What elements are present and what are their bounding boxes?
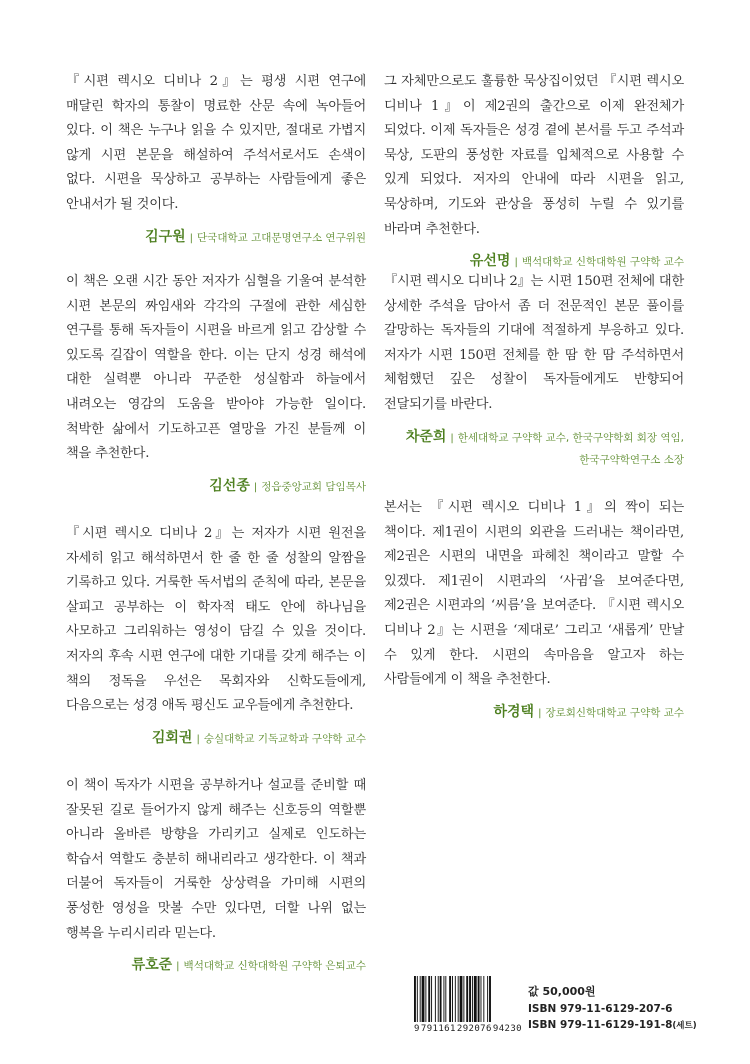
isbn-line-1 (528, 1001, 697, 1018)
review-signature (66, 475, 366, 499)
review-text: 본서는 『시편 렉시오 디비나 1』의 짝이 되는 책이다. 제1권이 시편의 외관을 드러내는 책이라면, 제2권은 시편의 내면을 파헤친 책이라고 말할 수 있겠다. 제1권이 시편과의 ‘사귐’을 보여준다면, 제2권은 시편과의 ‘씨름’을 보여준다. 『시편 렉시오 디비나 2』는 시편을 ‘제대로’ 그리고 ‘새롭게’ 만날 수 있게 한다. 시편의 속마음을 알고자 하는 사람들에게 이 책을 추천한다. (384, 500, 684, 688)
reviewer-name: 김회권 (151, 729, 193, 746)
isbn-barcode (414, 976, 522, 1038)
reviewer-affiliation: 정읍중앙교회 담임목사 (261, 480, 366, 493)
review-text: 이 책이 독자가 시편을 공부하거나 설교를 준비할 때 잘못된 길로 들어가지 않게 해주는 신호등의 역할뿐 아니라 올바른 방향을 가리키고 실제로 인도하는 학습서 역할도 충분히 해내리라고 생각한다. 이 책과 더불어 독자들이 거룩한 상상력을 가미해 시편의 풍성한 영성을 맛볼 수만 있다면, 더할 나위 없는 행복을 누리시리라 믿는다. (66, 778, 366, 941)
review-ha-gyeongtaek (384, 496, 684, 725)
review-signature (384, 701, 684, 725)
separator: | (189, 232, 194, 244)
separator: | (253, 481, 258, 493)
right-column (384, 70, 684, 725)
isbn-number: 979-11-6129-207-6 (560, 1002, 673, 1015)
review-kim-seonjong (66, 270, 366, 494)
review-text: 이 책은 오랜 시간 동안 저자가 심혈을 기울여 분석한 시편 본문의 짜임새와 각각의 구절에 관한 세심한 연구를 통해 독자들이 시편을 바르게 읽고 감상할 수 있도록 길잡이 역할을 한다. 이는 단지 성경 해석에 대한 실력뿐 아니라 꾸준한 성실함과 하늘에서 내려오는 영감의 도움을 받아야 가능한 일이다. 척박한 삶에서 기도하고픈 열망을 가진 분들께 이 책을 추천한다. (66, 274, 366, 462)
isbn-label: ISBN (528, 1019, 557, 1031)
reviewer-affiliation-line2: 한국구약학연구소 소장 (579, 453, 684, 466)
barcode-digit-group: 791161 (420, 1024, 456, 1034)
left-column (66, 70, 366, 978)
reviewer-affiliation: 백석대학교 신학대학원 구약학 교수 (521, 256, 684, 269)
review-cha-junhui (384, 270, 684, 466)
barcode-digits (414, 1024, 522, 1034)
review-text: 그 자체만으로도 훌륭한 묵상집이었던 『시편 렉시오 디비나 1』이 제2권의 출간으로 이제 완전체가 되었다. 이제 독자들은 성경 곁에 본서를 두고 주석과 묵상, 도판의 풍성한 자료를 입체적으로 사용할 수 있게 되었다. 저자의 안내에 따라 시편을 읽고, 묵상하며, 기도와 관상을 풍성히 누릴 수 있기를 바라며 추천한다. (384, 74, 684, 237)
separator: | (538, 707, 542, 719)
reviewer-affiliation: 단국대학교 고대문명연구소 연구위원 (197, 231, 366, 244)
review-kim-hoegwon (66, 522, 366, 746)
reviewer-name: 하경택 (493, 703, 535, 720)
review-signature (66, 727, 366, 751)
reviewer-affiliation: 백석대학교 신학대학원 구약학 은퇴교수 (183, 960, 366, 973)
isbn-line-2 (528, 1017, 697, 1035)
reviewer-name: 김선종 (209, 477, 250, 494)
separator: | (514, 257, 518, 269)
reviewer-affiliation: 장로회신학대학교 구약학 교수 (545, 706, 684, 719)
book-price: 값 50,000원 (528, 985, 596, 998)
set-label: (세트) (672, 1021, 697, 1031)
review-signature (66, 226, 366, 250)
separator: | (176, 961, 180, 973)
reviewer-affiliation: 한세대학교 구약학 교수, 한국구약학회 회장 역임, (457, 431, 684, 444)
review-text: 『시편 렉시오 디비나 2』는 시편 150편 전체에 대한 상세한 주석을 담아서 좀 더 전문적인 본문 풀이를 갈망하는 독자들의 기대에 적절하게 부응하고 있다. 저자가 시편 150편 전체를 한 땀 한 땀 주석하면서 체험했던 깊은 성찰이 독자들에게도 반향되어 전달되기를 바란다. (384, 274, 684, 412)
reviewer-name: 류호준 (131, 957, 173, 974)
isbn-label: ISBN (528, 1002, 557, 1015)
barcode-digit-group: 94230 (492, 1024, 522, 1034)
review-text: 『시편 렉시오 디비나 2』는 평생 시편 연구에 매달린 학자의 통찰이 명료한 산문 속에 녹아들어 있다. 이 책은 누구나 읽을 수 있지만, 절대로 가볍지 않게 시편 본문을 해설하여 주석서로서도 손색이 없다. 시편을 묵상하고 공부하는 사람들에게 좋은 안내서가 될 것이다. (66, 74, 366, 212)
barcode-digit-group: 292076 (456, 1024, 492, 1034)
reviewer-name: 김구원 (145, 228, 186, 245)
barcode-bars (414, 976, 522, 1022)
review-yu-seonmyeong (384, 70, 684, 270)
barcode-digit-group: 9 (414, 1024, 420, 1034)
reviewer-name: 유선명 (469, 253, 511, 270)
review-ryu-hojun (66, 774, 366, 978)
reviewer-name: 차준희 (405, 428, 447, 445)
review-signature (384, 426, 684, 470)
review-text: 『시편 렉시오 디비나 2』는 저자가 시편 원전을 자세히 읽고 해석하면서 한 줄 한 줄 성찰의 알짬을 기록하고 있다. 거룩한 독서법의 준칙에 따라, 본문을 살피고 공부하는 이 학자적 태도 안에 하나님을 사모하고 그리워하는 영성이 담길 수 있을 것이다. 저자의 후속 시편 연구에 대한 기대를 갖게 해주는 이 책의 정독을 우선은 목회자와 신학도들에게, 다음으로는 성경 애독 평신도 교우들에게 추천한다. (66, 526, 366, 714)
separator: | (450, 432, 454, 444)
reviewer-affiliation: 숭실대학교 기독교학과 구약학 교수 (203, 732, 366, 745)
isbn-set-number: 979-11-6129-191-8 (560, 1019, 673, 1031)
separator: | (196, 733, 200, 745)
book-info (528, 984, 697, 1035)
review-signature (66, 954, 366, 978)
review-kim-guwon (66, 70, 366, 245)
